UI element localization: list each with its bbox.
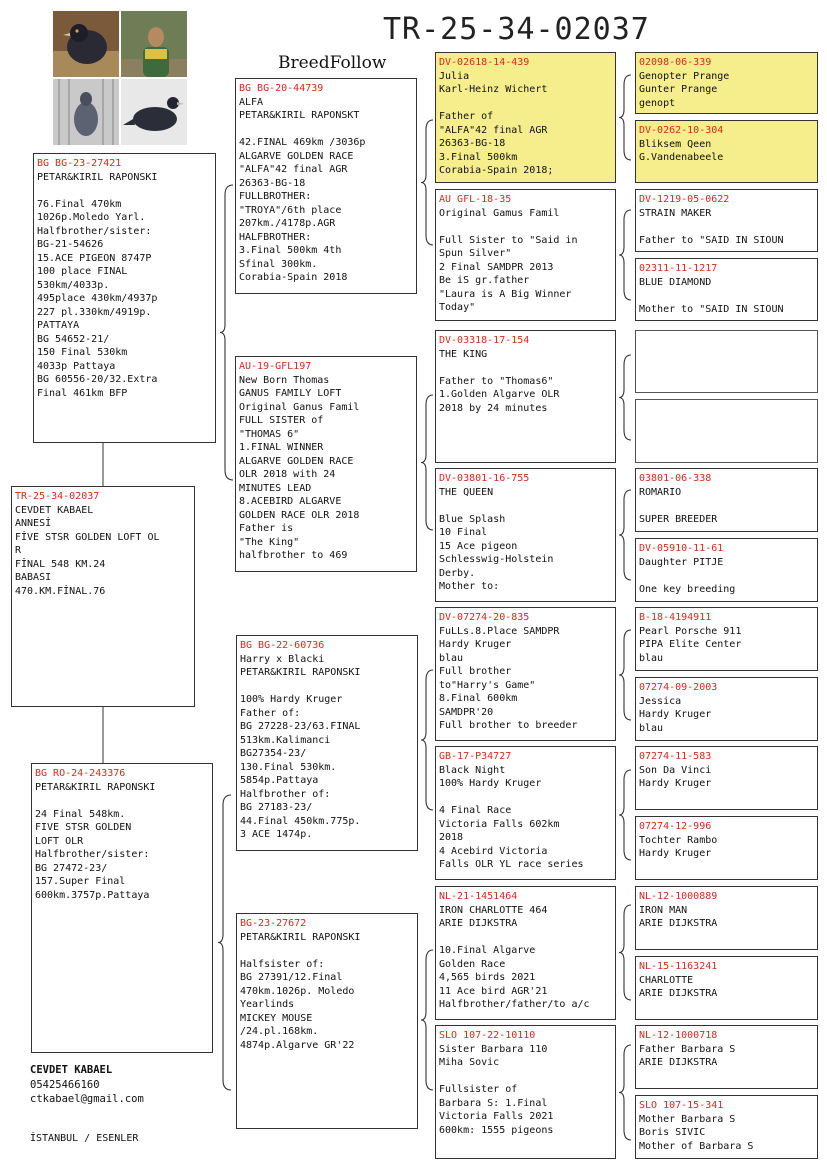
gen4-details: Bliksem Qeen G.Vandenabeele [639, 138, 724, 163]
gen4-details: BLUE DIAMOND Mother to "SAID IN SIOUN [639, 276, 784, 315]
gen4-card [635, 607, 818, 671]
subject-ring-id: TR-25-34-02037 [15, 491, 100, 502]
grandparent-mm-ring-id: BG-23-27672 [240, 918, 307, 929]
pedigree-brace [619, 905, 631, 1000]
gen4-ring-id: 07274-11-583 [639, 751, 712, 762]
pedigree-brace [619, 630, 631, 720]
grandparent-ff-ring-id: BG BG-20-44739 [239, 83, 324, 94]
pedigree-brace [220, 185, 233, 480]
grandparent-mm-card [236, 913, 418, 1129]
gen4-ring-id: NL-12-1000889 [639, 891, 718, 902]
father-details: PETAR&KIRIL RAPONSKI 76.Final 470km 1026p.Moledo Yarl. Halfbrother/sister: BG-21-54626 15.ACE PIGEON 8747P 100 place FINAL 530km/4033p. 495place 430km/4937p 227 pl.330km/4919p. PATTAYA BG 54652-21/ 150 Final 530km 4033p Pattaya BG 60556-20/32.Extra Final 461km BFP [37, 171, 158, 399]
gen3-card [435, 607, 616, 741]
gen3-card [435, 1025, 616, 1159]
gen4-details: IRON MAN ARIE DIJKSTRA [639, 904, 718, 929]
gen3-details: THE QUEEN Blue Splash 10 Final 15 Ace pigeon Schlesswig-Holstein Derby. Mother to: [439, 486, 554, 592]
breeder-name: CEVDET KABAEL [30, 1064, 113, 1076]
gen3-ring-id: DV-03318-17-154 [439, 335, 530, 346]
gen4-ring-id: SLO 107-15-341 [639, 1100, 724, 1111]
subject-card [11, 486, 195, 707]
mother-details: PETAR&KIRIL RAPONSKI 24 Final 548km. FIVE STSR GOLDEN LOFT OLR Halfbrother/sister: BG 27472-23/ 157.Super Final 600km.3757p.Pattaya [35, 781, 156, 901]
gen4-details: CHARLOTTE ARIE DIJKSTRA [639, 974, 718, 999]
gen3-details: Original Gamus Famil Full Sister to "Said in Spun Silver" 2 Final SAMDPR 2013 Be iS gr.father "Laura is A Big Winner Today" [439, 207, 578, 313]
gen4-ring-id: 02311-11-1217 [639, 263, 718, 274]
grandparent-fm-details: New Born Thomas GANUS FAMILY LOFT Original Ganus Famil FULL SISTER of "THOMAS 6" 1.FINAL WINNER ALGARVE GOLDEN RACE OLR 2018 with 24 MINUTES LEAD 8.ACEBIRD ALGARVE GOLDEN RACE OLR 2018 Father is "The King" halfbrother to 469 [239, 374, 360, 561]
gen4-ring-id: B-18-4194911 [639, 612, 712, 623]
father-card [33, 153, 216, 443]
gen3-ring-id: SLO 107-22-10110 [439, 1030, 536, 1041]
grandparent-mf-ring-id: BG BG-22-60736 [240, 640, 325, 651]
gen4-card [635, 189, 818, 252]
gen4-ring-id: DV-1219-05-0622 [639, 194, 730, 205]
gen3-ring-id: AU GFL-18-35 [439, 194, 512, 205]
gen4-details: Father Barbara S ARIE DIJKSTRA [639, 1043, 736, 1068]
gen3-ring-id: DV-07274-20-835 [439, 612, 530, 623]
gen4-ring-id: NL-12-1000718 [639, 1030, 718, 1041]
mother-card [31, 763, 213, 1053]
pedigree-brace [619, 490, 631, 580]
gen3-details: Black Night 100% Hardy Kruger 4 Final Race Victoria Falls 602km 2018 4 Acebird Victoria Falls OLR YL race series [439, 764, 584, 870]
pedigree-brace [421, 395, 433, 530]
grandparent-fm-card [235, 356, 417, 572]
pedigree-brace [421, 950, 433, 1090]
gen4-details: Mother Barbara S Boris SIVIC Mother of Barbara S [639, 1113, 754, 1152]
subject-details: CEVDET KABAEL ANNESİ FİVE STSR GOLDEN LOFT OL R FİNAL 548 KM.24 BABASI 470.KM.FİNAL.76 [15, 504, 160, 597]
gen4-details: Son Da Vinci Hardy Kruger [639, 764, 712, 789]
breeder-email[interactable]: ctkabael@gmail.com [30, 1093, 144, 1105]
breeder-contact [30, 1063, 144, 1107]
gen3-details: FuLLs.8.Place SAMDPR Hardy Kruger blau Full brother to"Harry's Game" 8.Final 600km SAMDPR'20 Full brother to breeder [439, 625, 578, 731]
gen4-card [635, 746, 818, 810]
gen3-ring-id: GB-17-P34727 [439, 751, 512, 762]
gen4-card [635, 1095, 818, 1159]
pedigree-brace [619, 770, 631, 860]
gen3-details: Sister Barbara 110 Miha Sovic Fullsister of Barbara S: 1.Final Victoria Falls 2021 600km: 1555 pigeons [439, 1043, 554, 1136]
gen4-details: Tochter Rambo Hardy Kruger [639, 834, 718, 859]
gen3-card [435, 330, 616, 463]
pedigree-brace [421, 120, 433, 245]
gen4-card [635, 677, 818, 741]
gen3-ring-id: NL-21-1451464 [439, 891, 518, 902]
gen3-details: IRON CHARLOTTE 464 ARIE DIJKSTRA 10.Final Algarve Golden Race 4,565 birds 2021 11 Ace bird AGR'21 Halfbrother/father/to a/c [439, 904, 590, 1010]
gen4-ring-id: DV-0262-10-304 [639, 125, 724, 136]
gen3-ring-id: DV-02618-14-439 [439, 57, 530, 68]
grandparent-mm-details: PETAR&KIRIL RAPONSKI Halfsister of: BG 27391/12.Final 470km.1026p. Moledo Yearlinds MICKEY MOUSE /24.pl.168km. 4874p.Algarve GR'22 [240, 931, 361, 1051]
gen4-ring-id: NL-15-1163241 [639, 961, 718, 972]
gen4-card [635, 1025, 818, 1089]
gen4-details: Jessica Hardy Kruger blau [639, 695, 712, 734]
gen4-card [635, 120, 818, 183]
gen4-details: Pearl Porsche 911 PIPA Elite Center blau [639, 625, 742, 664]
gen3-ring-id: DV-03801-16-755 [439, 473, 530, 484]
gen4-ring-id: 07274-12-996 [639, 821, 712, 832]
gen3-card [435, 52, 616, 183]
gen4-card [635, 468, 818, 532]
pedigree-id-title: TR-25-34-02037 [383, 12, 650, 47]
gen4-ring-id: 02098-06-339 [639, 57, 712, 68]
gen3-card [435, 189, 616, 321]
gen3-details: THE KING Father to "Thomas6" 1.Golden Algarve OLR 2018 by 24 minutes [439, 348, 560, 414]
gen4-card [635, 258, 818, 321]
gen4-details: STRAIN MAKER Father to "SAID IN SIOUN [639, 207, 784, 246]
pedigree-brace [619, 75, 631, 160]
gen4-card [635, 816, 818, 880]
pedigree-brace [619, 210, 631, 300]
pedigree-brace [619, 1045, 631, 1140]
father-ring-id: BG BG-23-27421 [37, 158, 122, 169]
gen4-card [635, 886, 818, 950]
gen3-details: Julia Karl-Heinz Wichert Father of "ALFA"42 final AGR 26363-BG-18 3.Final 500km Corabia-Spain 2018; [439, 70, 554, 176]
gen4-ring-id: 03801-06-338 [639, 473, 712, 484]
gen3-card [435, 468, 616, 602]
grandparent-mf-details: Harry x Blacki PETAR&KIRIL RAPONSKI 100% Hardy Kruger Father of: BG 27228-23/63.FINAL 513km.Kalimanci BG27354-23/ 130.Final 530km. 5854p.Pattaya Halfbrother of: BG 27183-23/ 44.Final 450km.775p. 3 ACE 1474p. [240, 653, 361, 840]
gen4-card-empty [635, 330, 818, 393]
gen4-ring-id: DV-05910-11-61 [639, 543, 724, 554]
gen4-details: ROMARIO SUPER BREEDER [639, 486, 718, 525]
breeder-phone[interactable]: 05425466160 [30, 1078, 100, 1091]
pedigree-brace [218, 795, 231, 1090]
grandparent-ff-card [235, 78, 417, 294]
grandparent-mf-card [236, 635, 418, 851]
gen4-card-empty [635, 399, 818, 463]
gen4-card [635, 956, 818, 1020]
pedigree-brace [619, 355, 631, 440]
gen4-card [635, 52, 818, 114]
mother-ring-id: BG RO-24-243376 [35, 768, 126, 779]
gen4-details: Genopter Prange Gunter Prange genopt [639, 70, 730, 109]
pedigree-brace [421, 670, 433, 810]
grandparent-ff-details: ALFA PETAR&KIRIL RAPONSKT 42.FINAL 469km /3036p ALGARVE GOLDEN RACE "ALFA"42 final AGR 26363-BG-18 FULLBROTHER: "TROYA"/6th place 207km./4178p.AGR HALFBROTHER: 3.Final 500km 4th Sfinal 300km. Corabia-Spain 2018 [239, 96, 366, 283]
breeder-city: İSTANBUL / ESENLER [30, 1133, 139, 1144]
gen4-ring-id: 07274-09-2003 [639, 682, 718, 693]
grandparent-fm-ring-id: AU-19-GFL197 [239, 361, 312, 372]
gen3-card [435, 886, 616, 1020]
gen4-details: Daughter PITJE One key breeding [639, 556, 736, 595]
brand-name: BreedFollow [278, 53, 387, 73]
gen4-card [635, 538, 818, 602]
gen3-card [435, 746, 616, 880]
